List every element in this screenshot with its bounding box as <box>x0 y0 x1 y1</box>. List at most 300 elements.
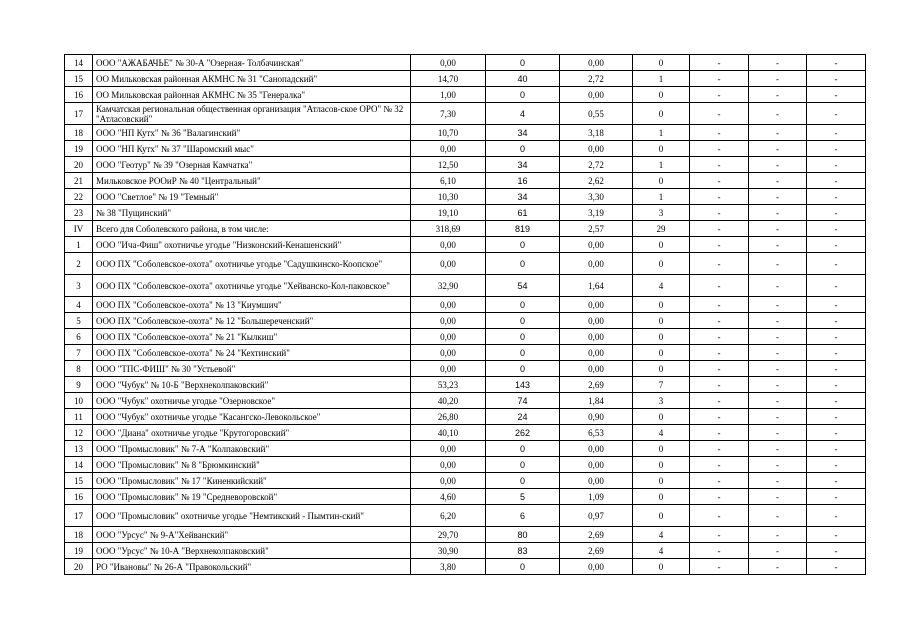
count-cell: 80 <box>486 527 560 543</box>
count-cell: 4 <box>486 103 560 125</box>
quota-cell: 1 <box>633 157 690 173</box>
density-cell: 0,55 <box>560 103 633 125</box>
count-cell: 34 <box>486 189 560 205</box>
dash-cell: - <box>749 457 807 473</box>
area-cell: 10,70 <box>411 125 486 141</box>
organization-name-cell: ООО ПХ "Соболевское-охота" № 24 "Кехтинский" <box>93 345 411 361</box>
dash-cell: - <box>749 409 807 425</box>
dash-cell: - <box>690 345 749 361</box>
organization-name-cell: ООО "Светлое" № 19 "Темный" <box>93 189 411 205</box>
dash-cell: - <box>749 361 807 377</box>
area-cell: 10,30 <box>411 189 486 205</box>
density-cell: 2,69 <box>560 527 633 543</box>
area-cell: 3,80 <box>411 559 486 575</box>
dash-cell: - <box>807 361 866 377</box>
density-cell: 2,72 <box>560 157 633 173</box>
density-cell: 0,00 <box>560 329 633 345</box>
density-cell: 2,62 <box>560 173 633 189</box>
quota-cell: 7 <box>633 377 690 393</box>
density-cell: 6,53 <box>560 425 633 441</box>
dash-cell: - <box>749 221 807 237</box>
organization-name-cell: ООО "Урсус" № 9-А"Хейванский" <box>93 527 411 543</box>
row-number-cell: 6 <box>65 329 93 345</box>
dash-cell: - <box>690 141 749 157</box>
dash-cell: - <box>749 237 807 253</box>
organization-name-cell: ООО "Промысловик" охотничье угодье "Немтикский - Пымтин-ский" <box>93 505 411 527</box>
dash-cell: - <box>749 543 807 559</box>
dash-cell: - <box>690 361 749 377</box>
count-cell: 262 <box>486 425 560 441</box>
density-cell: 2,57 <box>560 221 633 237</box>
area-cell: 1,00 <box>411 87 486 103</box>
table-row <box>65 559 866 575</box>
quota-cell: 0 <box>633 505 690 527</box>
row-number-cell: 21 <box>65 173 93 189</box>
organization-name-cell: ООО "Промысловик" № 19 "Средневоровской" <box>93 489 411 505</box>
area-cell: 6,20 <box>411 505 486 527</box>
area-cell: 26,80 <box>411 409 486 425</box>
dash-cell: - <box>690 313 749 329</box>
table-row <box>65 173 866 189</box>
row-number-cell: 8 <box>65 361 93 377</box>
organization-name-cell: Всего для Соболевского района, в том числе: <box>93 221 411 237</box>
dash-cell: - <box>690 71 749 87</box>
dash-cell: - <box>807 425 866 441</box>
row-number-cell: 17 <box>65 103 93 125</box>
quota-cell: 0 <box>633 473 690 489</box>
quota-cell: 0 <box>633 489 690 505</box>
count-cell: 40 <box>486 71 560 87</box>
dash-cell: - <box>690 457 749 473</box>
row-number-cell: 3 <box>65 275 93 297</box>
count-cell: 0 <box>486 559 560 575</box>
row-number-cell: 19 <box>65 543 93 559</box>
table-row <box>65 505 866 527</box>
organization-name-cell: РО "Ивановы" № 26-А "Правокольский" <box>93 559 411 575</box>
quota-cell: 4 <box>633 425 690 441</box>
organization-name-cell: ООО "Геотур" № 39 "Озерная Камчатка" <box>93 157 411 173</box>
area-cell: 6,10 <box>411 173 486 189</box>
dash-cell: - <box>749 253 807 275</box>
dash-cell: - <box>749 473 807 489</box>
density-cell: 0,97 <box>560 505 633 527</box>
row-number-cell: 1 <box>65 237 93 253</box>
dash-cell: - <box>807 71 866 87</box>
density-cell: 1,84 <box>560 393 633 409</box>
organization-name-cell: ООО ПХ "Соболевское-охота" охотничье угодье "Садушкинско-Коопское" <box>93 253 411 275</box>
organization-name-cell: ООО "НП Кутх" № 36 "Валагинский" <box>93 125 411 141</box>
row-number-cell: 18 <box>65 527 93 543</box>
area-cell: 7,30 <box>411 103 486 125</box>
table-row <box>65 543 866 559</box>
area-cell: 0,00 <box>411 457 486 473</box>
quota-cell: 0 <box>633 141 690 157</box>
density-cell: 2,69 <box>560 377 633 393</box>
dash-cell: - <box>807 87 866 103</box>
density-cell: 0,00 <box>560 457 633 473</box>
dash-cell: - <box>749 559 807 575</box>
dash-cell: - <box>749 71 807 87</box>
density-cell: 0,00 <box>560 253 633 275</box>
row-number-cell: 19 <box>65 141 93 157</box>
table-row <box>65 297 866 313</box>
table-row <box>65 141 866 157</box>
row-number-cell: IV <box>65 221 93 237</box>
dash-cell: - <box>807 237 866 253</box>
table-row <box>65 221 866 237</box>
area-cell: 0,00 <box>411 441 486 457</box>
dash-cell: - <box>807 393 866 409</box>
organization-name-cell: ООО ПХ "Соболевское-охота" № 13 "Киумшич" <box>93 297 411 313</box>
count-cell: 0 <box>486 473 560 489</box>
quota-cell: 0 <box>633 103 690 125</box>
dash-cell: - <box>807 55 866 71</box>
dash-cell: - <box>690 489 749 505</box>
dash-cell: - <box>749 313 807 329</box>
dash-cell: - <box>807 345 866 361</box>
organization-name-cell: ООО ПХ "Соболевское-охота" № 12 "Большереченский" <box>93 313 411 329</box>
quota-cell: 0 <box>633 55 690 71</box>
organization-name-cell: ОО Мильковская районная АКМНС № 35 "Генералка" <box>93 87 411 103</box>
dash-cell: - <box>749 103 807 125</box>
dash-cell: - <box>690 543 749 559</box>
quota-cell: 0 <box>633 409 690 425</box>
dash-cell: - <box>807 173 866 189</box>
dash-cell: - <box>690 329 749 345</box>
row-number-cell: 12 <box>65 425 93 441</box>
dash-cell: - <box>749 441 807 457</box>
row-number-cell: 13 <box>65 441 93 457</box>
table-row <box>65 125 866 141</box>
quota-cell: 0 <box>633 297 690 313</box>
dash-cell: - <box>807 473 866 489</box>
organization-name-cell: Мильковское РООиР № 40 "Центральный" <box>93 173 411 189</box>
organization-name-cell: ООО "ТПС-ФИШ" № 30 "Устьевой" <box>93 361 411 377</box>
count-cell: 0 <box>486 55 560 71</box>
area-cell: 318,69 <box>411 221 486 237</box>
dash-cell: - <box>690 55 749 71</box>
area-cell: 0,00 <box>411 253 486 275</box>
area-cell: 0,00 <box>411 345 486 361</box>
quota-cell: 0 <box>633 313 690 329</box>
table-row <box>65 103 866 125</box>
count-cell: 143 <box>486 377 560 393</box>
dash-cell: - <box>749 157 807 173</box>
dash-cell: - <box>749 189 807 205</box>
area-cell: 0,00 <box>411 473 486 489</box>
dash-cell: - <box>690 473 749 489</box>
organization-name-cell: ООО "Промысловик" № 8 "Брюмкинский" <box>93 457 411 473</box>
quota-cell: 4 <box>633 275 690 297</box>
dash-cell: - <box>690 441 749 457</box>
organization-name-cell: ООО "Промысловик" № 7-А "Колпаковский" <box>93 441 411 457</box>
quota-cell: 0 <box>633 345 690 361</box>
count-cell: 61 <box>486 205 560 221</box>
table-row <box>65 425 866 441</box>
dash-cell: - <box>690 157 749 173</box>
dash-cell: - <box>807 275 866 297</box>
row-number-cell: 9 <box>65 377 93 393</box>
count-cell: 83 <box>486 543 560 559</box>
count-cell: 0 <box>486 361 560 377</box>
dash-cell: - <box>690 275 749 297</box>
density-cell: 0,00 <box>560 141 633 157</box>
quota-cell: 0 <box>633 173 690 189</box>
count-cell: 34 <box>486 125 560 141</box>
organization-name-cell: ООО "Чубук" № 10-Б "Верхнеколпаковский" <box>93 377 411 393</box>
organization-name-cell: Камчатская региональная общественная организация "Атласов-ское ОРО" № 32 "Атласовский" <box>93 103 411 125</box>
table-row <box>65 55 866 71</box>
row-number-cell: 16 <box>65 489 93 505</box>
organization-name-cell: ООО "Чубук" охотничье угодье "Касангско-Левокольское" <box>93 409 411 425</box>
count-cell: 24 <box>486 409 560 425</box>
dash-cell: - <box>690 103 749 125</box>
table-row <box>65 393 866 409</box>
organization-name-cell: ООО "Промысловик" № 17 "Киненкийский" <box>93 473 411 489</box>
quota-cell: 4 <box>633 543 690 559</box>
area-cell: 29,70 <box>411 527 486 543</box>
table-row <box>65 473 866 489</box>
area-cell: 0,00 <box>411 55 486 71</box>
area-cell: 40,20 <box>411 393 486 409</box>
row-number-cell: 16 <box>65 87 93 103</box>
dash-cell: - <box>690 527 749 543</box>
table-row <box>65 189 866 205</box>
row-number-cell: 5 <box>65 313 93 329</box>
table-row <box>65 275 866 297</box>
dash-cell: - <box>807 297 866 313</box>
row-number-cell: 15 <box>65 473 93 489</box>
count-cell: 0 <box>486 441 560 457</box>
dash-cell: - <box>690 237 749 253</box>
table-row <box>65 253 866 275</box>
count-cell: 54 <box>486 275 560 297</box>
table-row <box>65 489 866 505</box>
organization-name-cell: ООО "Ича-Фиш" охотничье угодье "Низконский-Кенашенский" <box>93 237 411 253</box>
area-cell: 0,00 <box>411 361 486 377</box>
count-cell: 0 <box>486 329 560 345</box>
dash-cell: - <box>807 329 866 345</box>
table-row <box>65 313 866 329</box>
quota-cell: 1 <box>633 71 690 87</box>
dash-cell: - <box>749 345 807 361</box>
dash-cell: - <box>807 409 866 425</box>
dash-cell: - <box>690 393 749 409</box>
density-cell: 1,09 <box>560 489 633 505</box>
row-number-cell: 4 <box>65 297 93 313</box>
area-cell: 0,00 <box>411 237 486 253</box>
area-cell: 40,10 <box>411 425 486 441</box>
dash-cell: - <box>807 489 866 505</box>
quota-cell: 3 <box>633 205 690 221</box>
count-cell: 5 <box>486 489 560 505</box>
dash-cell: - <box>749 425 807 441</box>
density-cell: 0,00 <box>560 313 633 329</box>
organization-name-cell: ООО "Чубук" охотничье угодье "Озерновское" <box>93 393 411 409</box>
count-cell: 0 <box>486 141 560 157</box>
quota-cell: 0 <box>633 457 690 473</box>
dash-cell: - <box>690 189 749 205</box>
count-cell: 0 <box>486 297 560 313</box>
density-cell: 1,64 <box>560 275 633 297</box>
dash-cell: - <box>690 425 749 441</box>
row-number-cell: 23 <box>65 205 93 221</box>
organization-name-cell: ООО "Урсус" № 10-А "Верхнеколпаковский" <box>93 543 411 559</box>
density-cell: 0,00 <box>560 441 633 457</box>
dash-cell: - <box>807 505 866 527</box>
density-cell: 0,00 <box>560 55 633 71</box>
density-cell: 0,00 <box>560 237 633 253</box>
row-number-cell: 18 <box>65 125 93 141</box>
area-cell: 0,00 <box>411 313 486 329</box>
table-row <box>65 441 866 457</box>
dash-cell: - <box>690 125 749 141</box>
dash-cell: - <box>749 141 807 157</box>
quota-cell: 3 <box>633 393 690 409</box>
dash-cell: - <box>749 377 807 393</box>
density-cell: 3,19 <box>560 205 633 221</box>
organization-name-cell: ООО "НП Кутх" № 37 "Шаромский мыс" <box>93 141 411 157</box>
count-cell: 0 <box>486 313 560 329</box>
area-cell: 0,00 <box>411 329 486 345</box>
quota-cell: 0 <box>633 361 690 377</box>
row-number-cell: 20 <box>65 559 93 575</box>
dash-cell: - <box>749 55 807 71</box>
row-number-cell: 22 <box>65 189 93 205</box>
dash-cell: - <box>807 103 866 125</box>
table-row <box>65 329 866 345</box>
quota-cell: 0 <box>633 253 690 275</box>
table-row <box>65 157 866 173</box>
table-row <box>65 71 866 87</box>
organization-name-cell: № 38 "Пущинский" <box>93 205 411 221</box>
dash-cell: - <box>807 157 866 173</box>
dash-cell: - <box>807 543 866 559</box>
quota-cell: 4 <box>633 527 690 543</box>
quota-cell: 0 <box>633 87 690 103</box>
dash-cell: - <box>690 87 749 103</box>
area-cell: 32,90 <box>411 275 486 297</box>
dash-cell: - <box>690 253 749 275</box>
density-cell: 0,90 <box>560 409 633 425</box>
dash-cell: - <box>690 409 749 425</box>
dash-cell: - <box>749 505 807 527</box>
dash-cell: - <box>807 189 866 205</box>
density-cell: 0,00 <box>560 473 633 489</box>
dash-cell: - <box>749 527 807 543</box>
quota-cell: 1 <box>633 189 690 205</box>
row-number-cell: 14 <box>65 55 93 71</box>
row-number-cell: 2 <box>65 253 93 275</box>
table-body <box>65 55 866 575</box>
dash-cell: - <box>749 87 807 103</box>
row-number-cell: 20 <box>65 157 93 173</box>
dash-cell: - <box>749 205 807 221</box>
dash-cell: - <box>807 559 866 575</box>
organization-name-cell: ООО ПХ "Соболевское-охота" № 21 "Кылкиш" <box>93 329 411 345</box>
area-cell: 30,90 <box>411 543 486 559</box>
area-cell: 0,00 <box>411 297 486 313</box>
quota-cell: 0 <box>633 237 690 253</box>
dash-cell: - <box>807 141 866 157</box>
dash-cell: - <box>749 297 807 313</box>
dash-cell: - <box>807 377 866 393</box>
row-number-cell: 11 <box>65 409 93 425</box>
dash-cell: - <box>807 527 866 543</box>
table-row <box>65 377 866 393</box>
density-cell: 0,00 <box>560 87 633 103</box>
row-number-cell: 14 <box>65 457 93 473</box>
count-cell: 34 <box>486 157 560 173</box>
data-table <box>64 54 866 575</box>
dash-cell: - <box>690 559 749 575</box>
table-row <box>65 527 866 543</box>
quota-cell: 0 <box>633 441 690 457</box>
density-cell: 3,30 <box>560 189 633 205</box>
organization-name-cell: ООО "АЖАБАЧЬЕ" № 30-А "Озерная- Толбачинская" <box>93 55 411 71</box>
area-cell: 0,00 <box>411 141 486 157</box>
dash-cell: - <box>807 313 866 329</box>
quota-cell: 29 <box>633 221 690 237</box>
dash-cell: - <box>690 505 749 527</box>
count-cell: 0 <box>486 457 560 473</box>
count-cell: 74 <box>486 393 560 409</box>
dash-cell: - <box>807 457 866 473</box>
density-cell: 0,00 <box>560 297 633 313</box>
organization-name-cell: ОО Мильковская районная АКМНС № 31 "Санопадский" <box>93 71 411 87</box>
count-cell: 0 <box>486 237 560 253</box>
dash-cell: - <box>807 125 866 141</box>
organization-name-cell: ООО ПХ "Соболевское-охота" охотничье угодье "Хейванско-Кол-паковское" <box>93 275 411 297</box>
count-cell: 0 <box>486 345 560 361</box>
density-cell: 3,18 <box>560 125 633 141</box>
dash-cell: - <box>807 221 866 237</box>
density-cell: 0,00 <box>560 559 633 575</box>
count-cell: 819 <box>486 221 560 237</box>
dash-cell: - <box>749 393 807 409</box>
density-cell: 2,72 <box>560 71 633 87</box>
table-row <box>65 205 866 221</box>
area-cell: 4,60 <box>411 489 486 505</box>
density-cell: 2,69 <box>560 543 633 559</box>
row-number-cell: 7 <box>65 345 93 361</box>
dash-cell: - <box>807 205 866 221</box>
dash-cell: - <box>749 275 807 297</box>
dash-cell: - <box>690 377 749 393</box>
organization-name-cell: ООО "Диана" охотничье угодье "Крутогоровский" <box>93 425 411 441</box>
density-cell: 0,00 <box>560 345 633 361</box>
area-cell: 19,10 <box>411 205 486 221</box>
dash-cell: - <box>690 205 749 221</box>
dash-cell: - <box>690 221 749 237</box>
dash-cell: - <box>749 489 807 505</box>
area-cell: 12,50 <box>411 157 486 173</box>
quota-cell: 1 <box>633 125 690 141</box>
dash-cell: - <box>690 297 749 313</box>
count-cell: 0 <box>486 87 560 103</box>
row-number-cell: 17 <box>65 505 93 527</box>
quota-cell: 0 <box>633 329 690 345</box>
dash-cell: - <box>690 173 749 189</box>
count-cell: 0 <box>486 253 560 275</box>
table-row <box>65 237 866 253</box>
dash-cell: - <box>807 441 866 457</box>
density-cell: 0,00 <box>560 361 633 377</box>
quota-cell: 0 <box>633 559 690 575</box>
area-cell: 53,23 <box>411 377 486 393</box>
table-row <box>65 361 866 377</box>
dash-cell: - <box>749 173 807 189</box>
